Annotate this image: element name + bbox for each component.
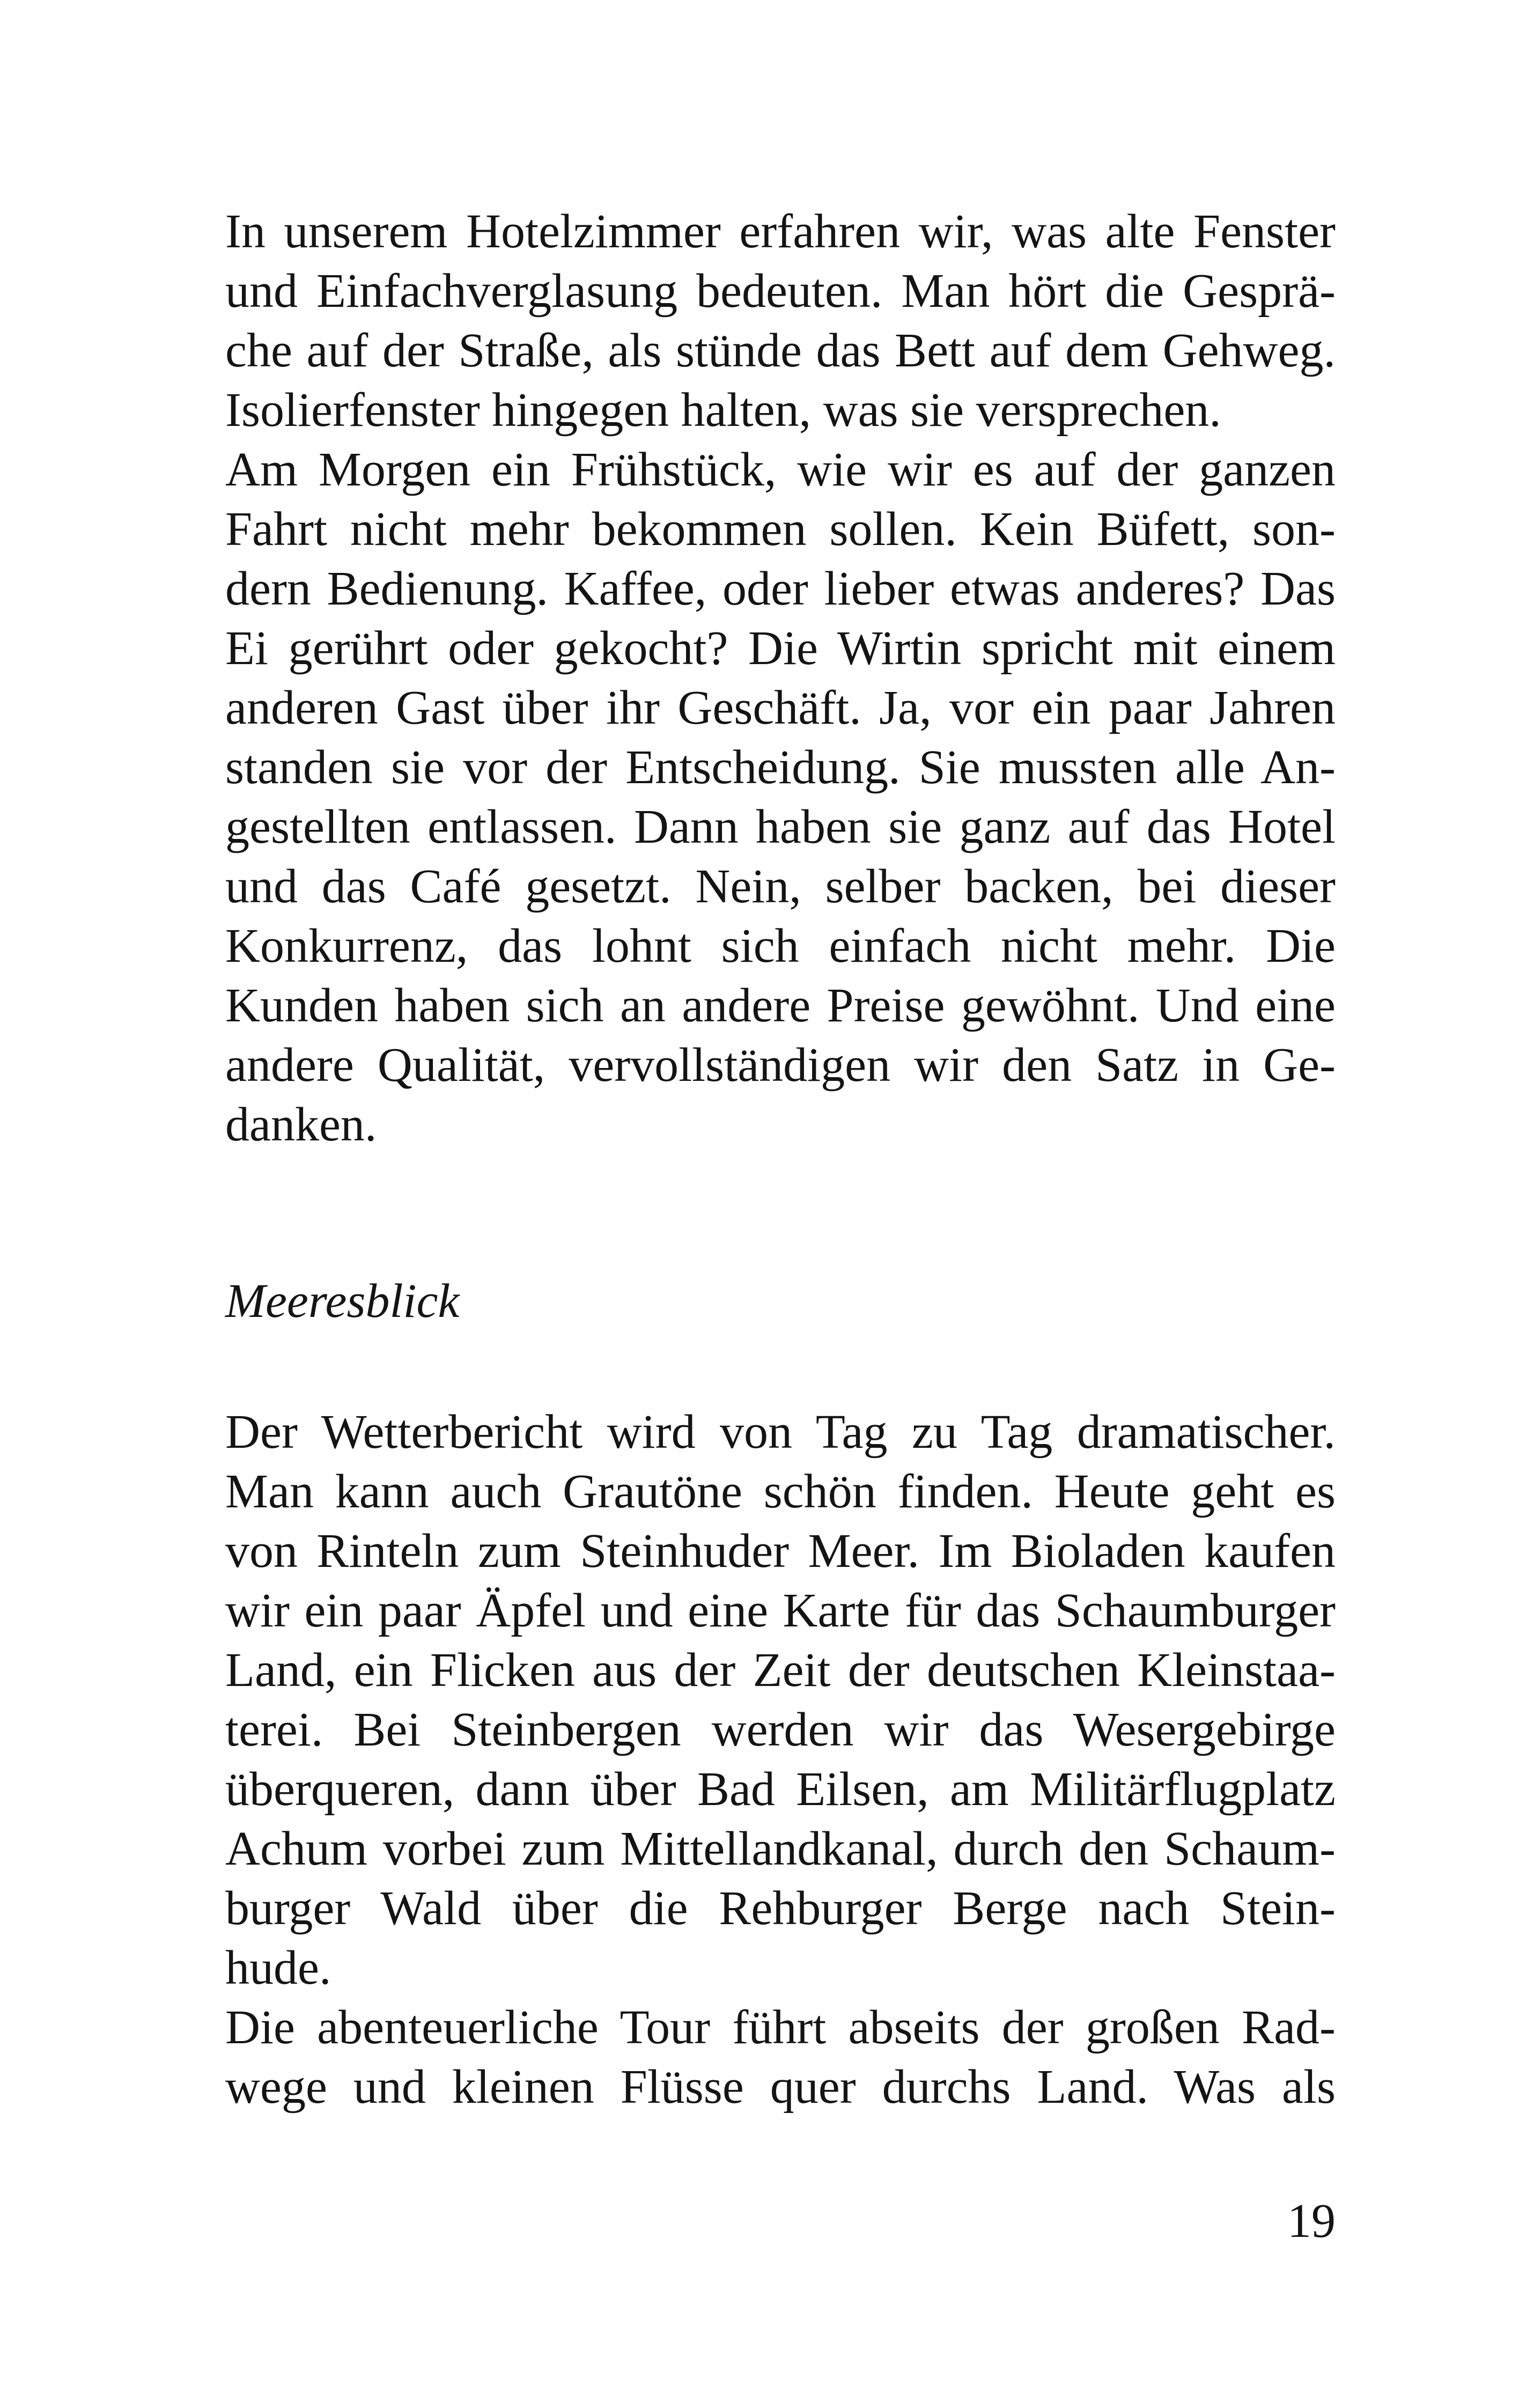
paragraph-fruehstueck bbox=[225, 440, 1336, 1154]
text-line: von Rinteln zum Steinhuder Meer. Im Bioladen kaufen bbox=[225, 1525, 1336, 1578]
text-line: und das Café gesetzt. Nein, selber backen, bei dieser bbox=[225, 860, 1336, 913]
text-line: burger Wald über die Rehburger Berge nach Stein- bbox=[225, 1882, 1336, 1935]
text-line: Am Morgen ein Frühstück, wie wir es auf der ganzen bbox=[225, 443, 1336, 496]
text-line: hude. bbox=[225, 1941, 331, 1994]
text-line: Isolierfenster hingegen halten, was sie versprechen. bbox=[225, 384, 1221, 437]
text-line: Fahrt nicht mehr bekommen sollen. Kein Büfett, son- bbox=[225, 503, 1336, 556]
text-line: Konkurrenz, das lohnt sich einfach nicht mehr. Die bbox=[225, 919, 1336, 973]
text-line: Die abenteuerliche Tour führt abseits der großen Rad- bbox=[225, 2001, 1336, 2054]
text-line: Kunden haben sich an andere Preise gewöhnt. Und eine bbox=[225, 979, 1336, 1032]
text-line: In unserem Hotelzimmer erfahren wir, was alte Fenster bbox=[225, 205, 1336, 258]
section-heading: Meeresblick bbox=[225, 1275, 460, 1328]
text-line: Ei gerührt oder gekocht? Die Wirtin spricht mit einem bbox=[225, 622, 1336, 675]
text-line: anderen Gast über ihr Geschäft. Ja, vor ein paar Jahren bbox=[225, 681, 1336, 734]
paragraph-wetterbericht bbox=[225, 1402, 1336, 1998]
text-line: wege und kleinen Flüsse quer durchs Land. Was als bbox=[225, 2060, 1336, 2114]
text-line: andere Qualität, vervollständigen wir den Satz in Ge- bbox=[225, 1039, 1336, 1092]
text-line: che auf der Straße, als stünde das Bett auf dem Gehweg. bbox=[225, 324, 1336, 377]
text-line: gestellten entlassen. Dann haben sie ganz auf das Hotel bbox=[225, 800, 1336, 853]
text-line: und Einfachverglasung bedeuten. Man hört die Gesprä- bbox=[225, 264, 1336, 318]
text-line: danken. bbox=[225, 1098, 377, 1151]
page-number: 19 bbox=[1287, 2195, 1336, 2248]
text-line: Der Wetterbericht wird von Tag zu Tag dramatischer. bbox=[225, 1405, 1336, 1459]
paragraph-hotelzimmer bbox=[225, 202, 1336, 440]
text-line: dern Bedienung. Kaffee, oder lieber etwas anderes? Das bbox=[225, 562, 1336, 615]
text-line: überqueren, dann über Bad Eilsen, am Militärflugplatz bbox=[225, 1763, 1336, 1816]
text-line: Achum vorbei zum Mittellandkanal, durch den Schaum- bbox=[225, 1822, 1336, 1875]
paragraph-tour bbox=[225, 1998, 1336, 2117]
text-line: standen sie vor der Entscheidung. Sie mussten alle An- bbox=[225, 741, 1336, 794]
text-line: terei. Bei Steinbergen werden wir das Wesergebirge bbox=[225, 1703, 1336, 1756]
text-line: Man kann auch Grautöne schön finden. Heute geht es bbox=[225, 1465, 1336, 1518]
text-line: wir ein paar Äpfel und eine Karte für das Schaumburger bbox=[225, 1584, 1336, 1637]
text-line: Land, ein Flicken aus der Zeit der deutschen Kleinstaa- bbox=[225, 1644, 1336, 1697]
